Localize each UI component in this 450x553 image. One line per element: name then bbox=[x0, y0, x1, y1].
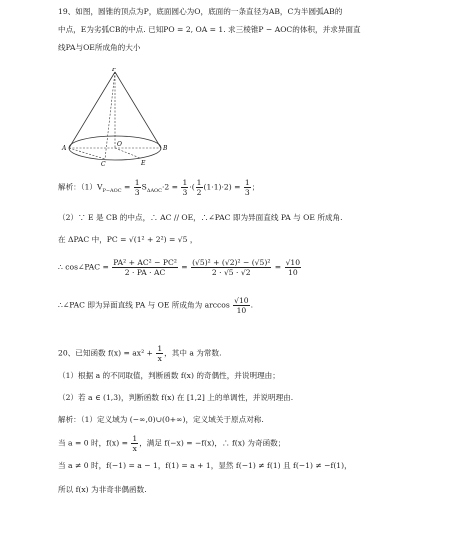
solution-19-part-2: （2）∵ E 是 CB 的中点，∴ AC // OE，∴∠PAC 即为异面直线 PA 与 OE 所成角. bbox=[58, 213, 343, 222]
problem-19-line-3: 线PA与OE所成角的大小 bbox=[58, 43, 141, 52]
label-c: C bbox=[101, 161, 106, 168]
solution-20-line-3: 当 a ≠ 0 时，f(−1) = a − 1，f(1) = a + 1，显然 f(−1) ≠ f(1) 且 f(−1) ≠ −f(1)， bbox=[58, 461, 352, 470]
problem-20-line-1: 20、已知函数 f(x) = ax² + $\frac{1}{x}$ ，其中 a 为常数. bbox=[58, 344, 222, 363]
solution-20-line-4: 所以 f(x) 为非奇非偶函数. bbox=[58, 485, 147, 494]
solution-19-angle: ∴∠PAC 即为异面直线 PA 与 OE 所成角为 arccos $\frac{√10}{10}$ . bbox=[58, 296, 254, 315]
label-a: A bbox=[62, 145, 67, 152]
label-e: E bbox=[141, 160, 146, 167]
cone-edge-right bbox=[115, 72, 161, 148]
cone-figure bbox=[60, 68, 170, 168]
solution-20-line-2: 当 a = 0 时，f(x) = $\frac{1}{x}$ ，满足 f(−x) = −f(x)，∴ f(x) 为奇函数； bbox=[58, 434, 286, 453]
solution-19-part-1: 解析：$(1)V_{P-AOC}$ = $\frac{1}{3}$ $S_{\Delta AOC}\cdot 2$ = $\frac{1}{3}$ ·( $\frac{1}{2}$ (1·1)·2) = $\frac{1}{3}$ ； bbox=[58, 178, 260, 197]
label-b: B bbox=[163, 145, 168, 152]
problem-20-question-1: （1）根据 a 的不同取值，判断函数 f(x) 的奇偶性，并说明理由； bbox=[58, 371, 280, 380]
solution-20-line-1: 解析：（1）定义域为 (−∞,0)∪(0+∞)，定义域关于原点对称. bbox=[58, 415, 264, 424]
solution-19-part-3: 在 ΔPAC 中，PC = √(1² + 2²) = √5 ， bbox=[58, 235, 198, 244]
label-p: P bbox=[112, 68, 117, 73]
label-o: O bbox=[117, 141, 122, 148]
solution-19-cosine: ∴ cos∠PAC = $\frac{\text{PA² + AC² − PC²}}{2 \cdot PA \cdot AC}$ = $\frac{\text{(√5)² + (√2)² − (√5)²}}{2 \cdot √5 \cdot √2}$ = $\frac{√10}{10}$ bbox=[58, 258, 301, 277]
segment-pc bbox=[105, 72, 115, 159]
cone-edge-left bbox=[69, 72, 115, 148]
segment-oe bbox=[115, 148, 140, 158]
problem-19-line-2: 中点，E为劣弧CB的中点. 已知PO = 2, OA = 1. 求三棱锥P − AOC的体积，并求异面直 bbox=[58, 25, 361, 34]
problem-20-question-2: （2）若 a ∈ (1,3)，判断函数 f(x) 在 [1,2] 上的单调性，并说明理由. bbox=[58, 393, 294, 402]
problem-19-line-1: 19、如图，圆锥的顶点为P，底面圆心为O，底面的一条直径为AB，C为半圆弧AB的 bbox=[58, 7, 343, 16]
